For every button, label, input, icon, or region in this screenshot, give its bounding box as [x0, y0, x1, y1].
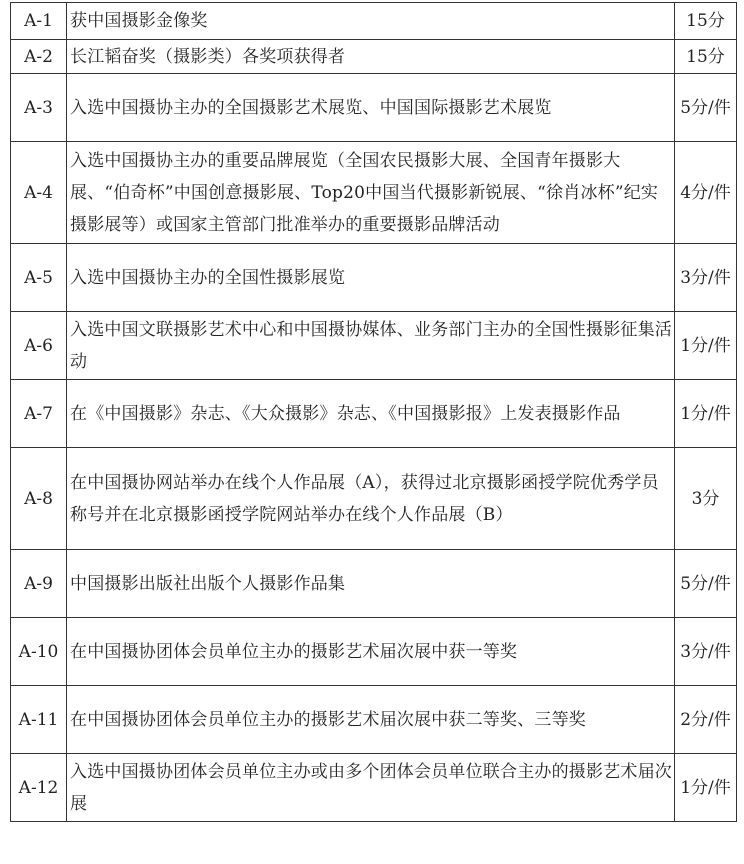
row-code: A-10	[11, 618, 67, 686]
table-row	[11, 618, 737, 686]
table-row	[11, 754, 737, 822]
row-description: 入选中国文联摄影艺术中心和中国摄协媒体、业务部门主办的全国性摄影征集活动	[67, 312, 675, 380]
row-code: A-8	[11, 448, 67, 550]
row-code: A-7	[11, 380, 67, 448]
row-code: A-3	[11, 74, 67, 142]
table-row	[11, 550, 737, 618]
table-row	[11, 244, 737, 312]
row-score: 5分/件	[675, 550, 737, 618]
row-code: A-12	[11, 754, 67, 822]
row-score: 3分/件	[675, 618, 737, 686]
row-score: 1分/件	[675, 380, 737, 448]
row-score: 3分/件	[675, 244, 737, 312]
row-score: 1分/件	[675, 754, 737, 822]
row-code: A-4	[11, 142, 67, 244]
scoring-table	[10, 2, 737, 822]
table-row	[11, 686, 737, 754]
row-description: 入选中国摄协主办的全国摄影艺术展览、中国国际摄影艺术展览	[67, 74, 675, 142]
row-description: 在中国摄协团体会员单位主办的摄影艺术届次展中获一等奖	[67, 618, 675, 686]
row-description: 中国摄影出版社出版个人摄影作品集	[67, 550, 675, 618]
table-row	[11, 74, 737, 142]
row-score: 3分	[675, 448, 737, 550]
row-score: 1分/件	[675, 312, 737, 380]
row-description: 在中国摄协网站举办在线个人作品展（A），获得过北京摄影函授学院优秀学员称号并在北京摄影函授学院网站举办在线个人作品展（B）	[67, 448, 675, 550]
row-code: A-1	[11, 3, 67, 40]
row-code: A-2	[11, 40, 67, 74]
row-score: 15分	[675, 3, 737, 40]
table-row	[11, 40, 737, 74]
row-description: 入选中国摄协主办的全国性摄影展览	[67, 244, 675, 312]
row-code: A-11	[11, 686, 67, 754]
row-score: 2分/件	[675, 686, 737, 754]
row-score: 5分/件	[675, 74, 737, 142]
row-code: A-6	[11, 312, 67, 380]
row-code: A-9	[11, 550, 67, 618]
row-description: 在中国摄协团体会员单位主办的摄影艺术届次展中获二等奖、三等奖	[67, 686, 675, 754]
row-score: 4分/件	[675, 142, 737, 244]
table-row	[11, 380, 737, 448]
table-row	[11, 142, 737, 244]
row-code: A-5	[11, 244, 67, 312]
row-description: 长江韬奋奖（摄影类）各奖项获得者	[67, 40, 675, 74]
row-description: 在《中国摄影》杂志、《大众摄影》杂志、《中国摄影报》上发表摄影作品	[67, 380, 675, 448]
row-description: 入选中国摄协团体会员单位主办或由多个团体会员单位联合主办的摄影艺术届次展	[67, 754, 675, 822]
row-score: 15分	[675, 40, 737, 74]
table-row	[11, 3, 737, 40]
table-row	[11, 312, 737, 380]
row-description: 入选中国摄协主办的重要品牌展览（全国农民摄影大展、全国青年摄影大展、“伯奇杯”中国创意摄影展、Top20中国当代摄影新锐展、“徐肖冰杯”纪实摄影展等）或国家主管部门批准举办的重要摄影品牌活动	[67, 142, 675, 244]
row-description: 获中国摄影金像奖	[67, 3, 675, 40]
table-row	[11, 448, 737, 550]
